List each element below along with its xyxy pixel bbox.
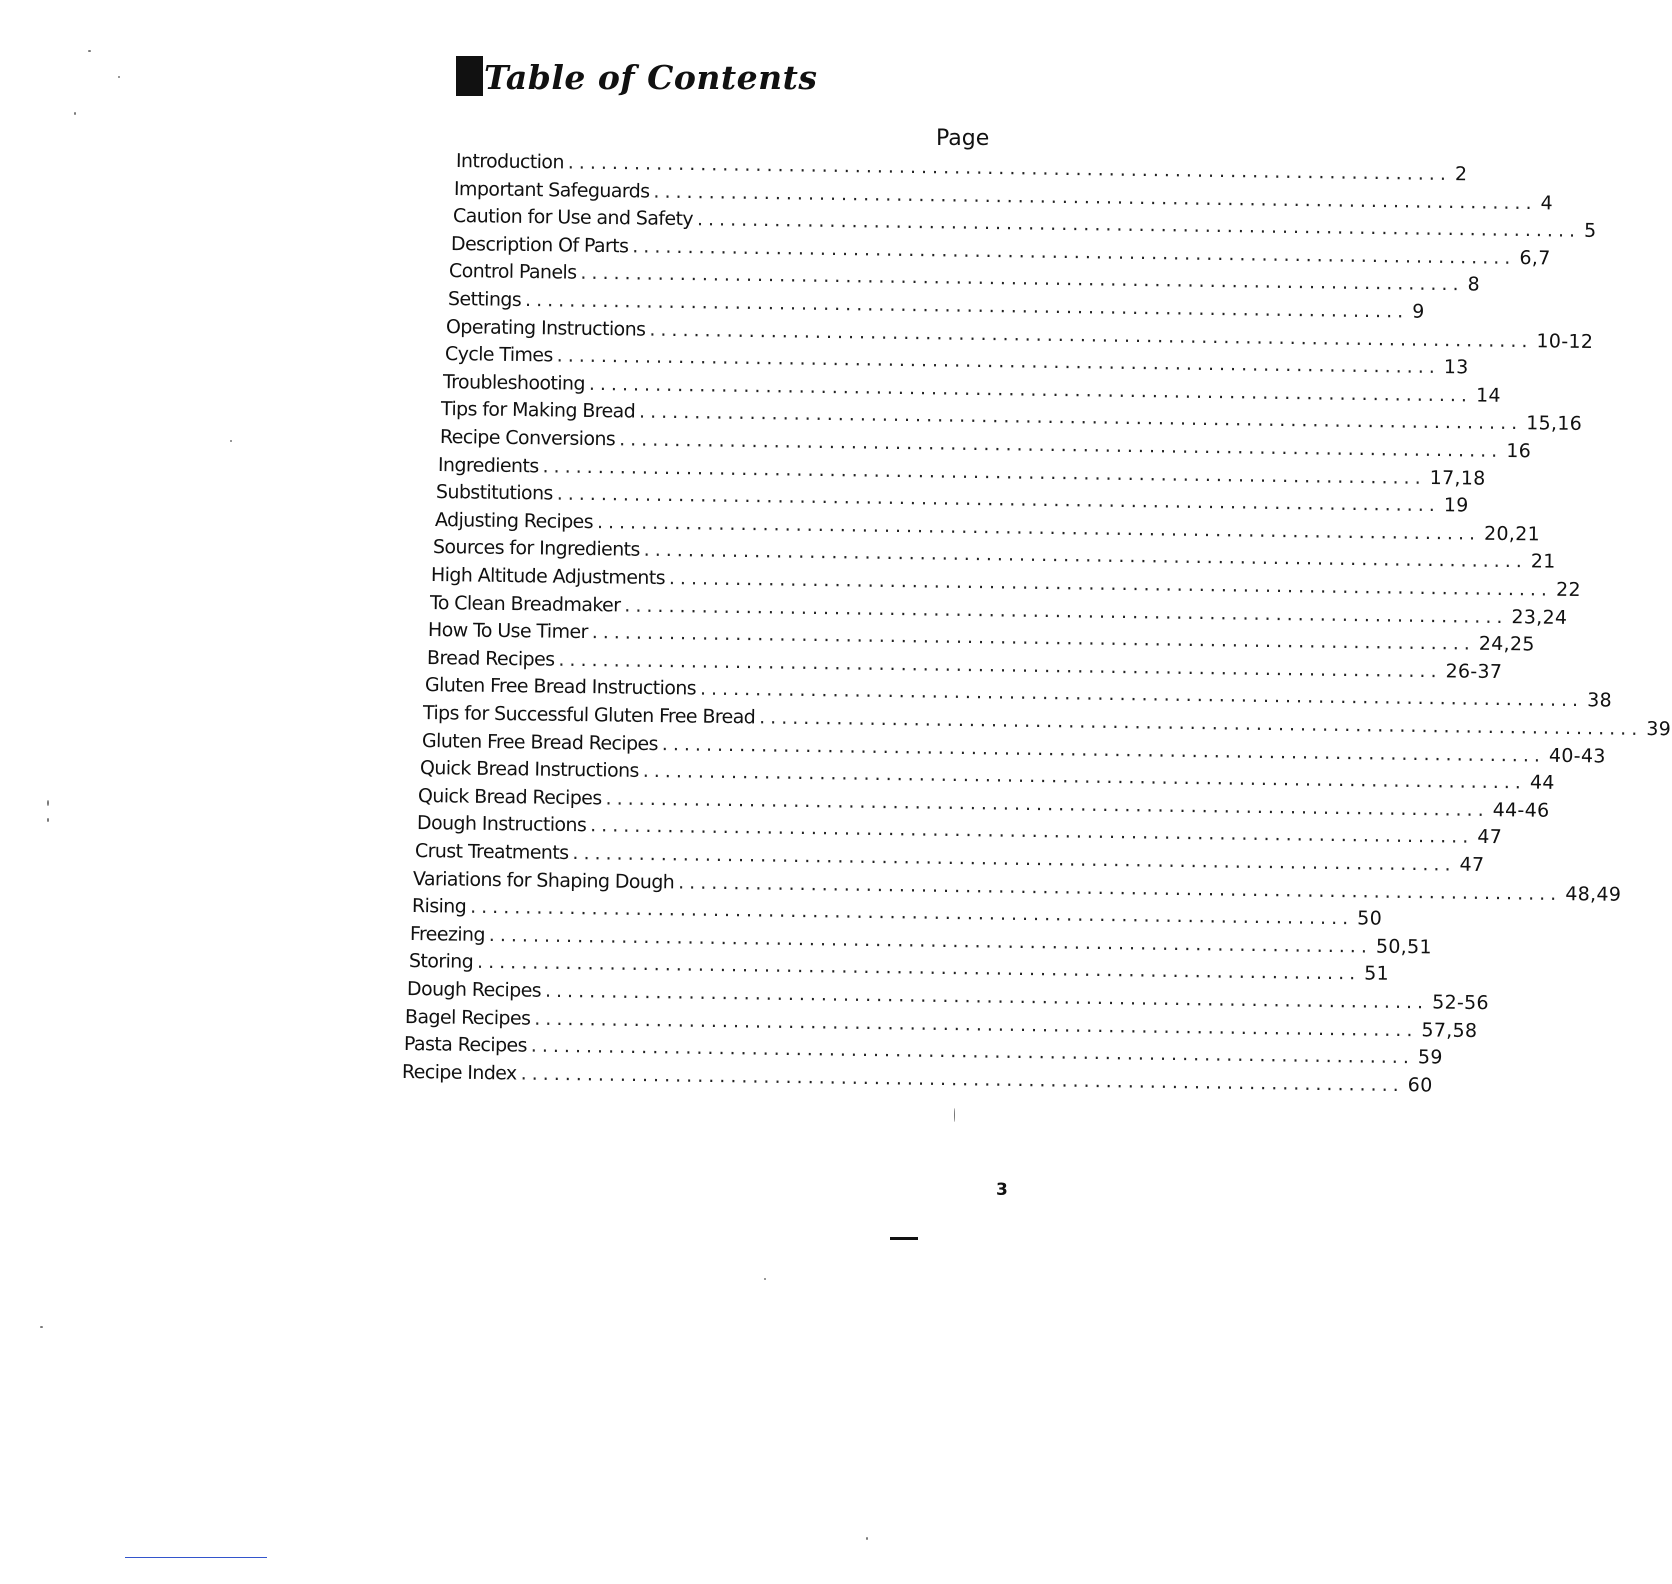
toc-dot-leader: ................................................................................ xyxy=(524,289,1409,323)
toc-entry-page: 17,18 xyxy=(1429,466,1486,490)
toc-entry xyxy=(414,838,1485,876)
toc-entry-page: 60 xyxy=(1407,1073,1433,1097)
toc-entry-label: Gluten Free Bread Recipes xyxy=(421,729,658,755)
toc-dot-leader: ................................................................................ xyxy=(624,594,1508,628)
toc-dot-leader: ................................................................................ xyxy=(596,510,1480,545)
decorative-underline xyxy=(125,1557,267,1558)
toc-dot-leader: ................................................................................ xyxy=(759,706,1643,740)
scan-speck xyxy=(74,112,76,115)
toc-entry-page: 47 xyxy=(1459,853,1485,876)
scan-speck xyxy=(40,1326,43,1328)
toc-entry-page: 16 xyxy=(1505,439,1531,463)
toc-entry-label: Tips for Making Bread xyxy=(441,398,636,423)
toc-entry-label: Control Panels xyxy=(449,260,578,285)
toc-entry-label: Description Of Parts xyxy=(450,232,629,258)
toc-entry-page: 23,24 xyxy=(1511,605,1568,629)
toc-entry-label: Tips for Successful Gluten Free Bread xyxy=(423,702,756,729)
toc-entry-label: Recipe Conversions xyxy=(439,426,615,451)
toc-dot-leader: ................................................................................ xyxy=(567,151,1452,186)
toc-entry-page: 47 xyxy=(1476,826,1502,849)
toc-entry-page: 13 xyxy=(1443,356,1469,379)
toc-dot-leader: ................................................................................ xyxy=(653,180,1538,214)
toc-dot-leader: ................................................................................ xyxy=(469,895,1354,930)
toc-entry-label: Storing xyxy=(408,950,473,974)
toc-dot-leader: ................................................................................ xyxy=(572,842,1456,876)
toc-entry-page: 52-56 xyxy=(1431,991,1489,1015)
toc-entry-page: 15,16 xyxy=(1526,412,1583,436)
toc-dot-leader: ................................................................................ xyxy=(669,567,1553,601)
toc-entry xyxy=(406,976,1489,1015)
toc-entry-page: 20,21 xyxy=(1483,522,1540,546)
toc-dot-leader: ................................................................................ xyxy=(488,923,1373,958)
toc-entry-label: Introduction xyxy=(455,150,564,174)
scan-speck xyxy=(88,50,91,52)
toc-dot-leader: ................................................................................ xyxy=(642,760,1527,794)
toc-entry-label: Sources for Ingredients xyxy=(432,536,640,562)
toc-dot-leader: ................................................................................ xyxy=(632,235,1516,269)
toc-entry-label: Freezing xyxy=(410,922,486,946)
toc-entry-label: Variations for Shaping Dough xyxy=(413,867,675,894)
toc-entry-label: Bagel Recipes xyxy=(405,1005,531,1030)
toc-dot-leader: ................................................................................ xyxy=(580,262,1465,296)
scan-speck xyxy=(954,1108,955,1122)
toc-dot-leader: ................................................................................ xyxy=(542,454,1426,489)
toc-entry-page: 14 xyxy=(1475,384,1501,407)
toc-entry-label: Pasta Recipes xyxy=(403,1033,527,1057)
toc-entry-page: 44-46 xyxy=(1492,798,1550,822)
toc-entry-page: 50 xyxy=(1356,907,1382,930)
toc-entry-page: 19 xyxy=(1444,494,1470,517)
toc-entry-page: 4 xyxy=(1540,191,1554,214)
toc-entry-page: 51 xyxy=(1363,962,1389,986)
toc-entry-label: How To Use Timer xyxy=(428,619,589,644)
toc-dot-leader: ................................................................................ xyxy=(544,979,1429,1014)
toc-entry-label: Quick Bread Instructions xyxy=(419,757,639,783)
toc-entry xyxy=(447,286,1425,323)
page-column-header: Page xyxy=(936,126,990,151)
toc-entry-page: 21 xyxy=(1530,550,1556,574)
toc-entry-label: Troubleshooting xyxy=(442,370,585,395)
toc-entry-label: Rising xyxy=(411,895,467,918)
toc-dot-leader: ................................................................................ xyxy=(696,208,1580,242)
toc-entry-label: Cycle Times xyxy=(444,343,553,367)
toc-dot-leader: ................................................................................ xyxy=(556,482,1441,517)
toc-dot-leader: ................................................................................ xyxy=(639,400,1523,435)
toc-entry-page: 48,49 xyxy=(1565,882,1622,906)
decorative-dash xyxy=(890,1237,918,1240)
toc-dot-leader: ................................................................................ xyxy=(605,787,1490,821)
toc-entry-page: 57,58 xyxy=(1421,1018,1478,1042)
toc-entry-label: Adjusting Recipes xyxy=(434,508,593,533)
toc-dot-leader: ................................................................................ xyxy=(557,648,1442,683)
toc-entry-label: Settings xyxy=(447,288,522,311)
toc-dot-leader: ................................................................................ xyxy=(678,871,1562,905)
toc-dot-leader: ................................................................................ xyxy=(534,1007,1418,1041)
toc-entry-page: 44 xyxy=(1529,771,1555,795)
toc-dot-leader: ................................................................................ xyxy=(520,1062,1404,1096)
toc-entry-page: 50,51 xyxy=(1375,935,1433,959)
toc-entry-page: 24,25 xyxy=(1478,632,1536,656)
toc-entry-page: 9 xyxy=(1411,300,1425,323)
page-number: 3 xyxy=(996,1180,1008,1200)
page-title: Table of Contents xyxy=(484,58,818,97)
toc-dot-leader: ................................................................................ xyxy=(699,677,1584,712)
toc-entry-page: 8 xyxy=(1467,273,1481,296)
toc-entry-label: Dough Instructions xyxy=(416,812,587,837)
toc-entry-page: 39 xyxy=(1646,718,1672,741)
toc-entry-label: Gluten Free Bread Instructions xyxy=(424,674,697,700)
toc-entry-label: To Clean Breadmaker xyxy=(429,591,621,617)
scan-speck xyxy=(118,76,120,78)
toc-entry-page: 2 xyxy=(1454,163,1468,186)
toc-entry-page: 59 xyxy=(1417,1046,1443,1069)
toc-entry-page: 5 xyxy=(1583,219,1597,243)
toc-entry xyxy=(455,148,1468,186)
toc-dot-leader: ................................................................................ xyxy=(618,428,1503,462)
scan-speck xyxy=(230,440,232,442)
scan-speck xyxy=(47,800,49,806)
scan-speck xyxy=(47,818,49,822)
toc-dot-leader: ................................................................................ xyxy=(649,318,1533,352)
toc-entry-label: Crust Treatments xyxy=(414,840,569,865)
toc-entry-page: 26-37 xyxy=(1444,660,1502,683)
toc-entry-label: Important Safeguards xyxy=(454,177,650,203)
toc-entry-page: 10-12 xyxy=(1536,329,1594,353)
toc-dot-leader: ................................................................................ xyxy=(530,1034,1414,1069)
toc-dot-leader: ................................................................................ xyxy=(591,621,1476,655)
toc-entry-label: Quick Bread Recipes xyxy=(418,784,603,810)
scan-speck xyxy=(866,1537,868,1540)
toc-entry-label: Bread Recipes xyxy=(426,646,555,671)
toc-entry-label: Operating Instructions xyxy=(446,315,646,341)
toc-dot-leader: ................................................................................ xyxy=(476,951,1360,985)
toc-entry xyxy=(439,424,1531,463)
toc-entry-page: 40-43 xyxy=(1548,744,1606,768)
toc-dot-leader: ................................................................................ xyxy=(661,732,1545,767)
toc-entry-label: Dough Recipes xyxy=(406,978,542,1002)
toc-dot-leader: ................................................................................ xyxy=(588,372,1473,407)
toc-entry-label: Recipe Index xyxy=(401,1060,517,1085)
toc-entry-label: Caution for Use and Safety xyxy=(452,205,693,231)
toc-dot-leader: ................................................................................ xyxy=(643,539,1528,573)
toc-dot-leader: ................................................................................ xyxy=(589,814,1474,849)
toc-entry-label: High Altitude Adjustments xyxy=(431,564,666,590)
toc-entry-label: Ingredients xyxy=(437,453,539,477)
toc-dot-leader: ................................................................................ xyxy=(556,344,1440,379)
toc-entry xyxy=(401,1059,1433,1097)
toc-entry-page: 6,7 xyxy=(1519,246,1551,270)
toc-entry-page: 38 xyxy=(1586,689,1612,712)
toc-entry-label: Substitutions xyxy=(436,481,554,505)
toc-entry-page: 22 xyxy=(1556,578,1582,602)
scan-speck xyxy=(764,1278,766,1280)
